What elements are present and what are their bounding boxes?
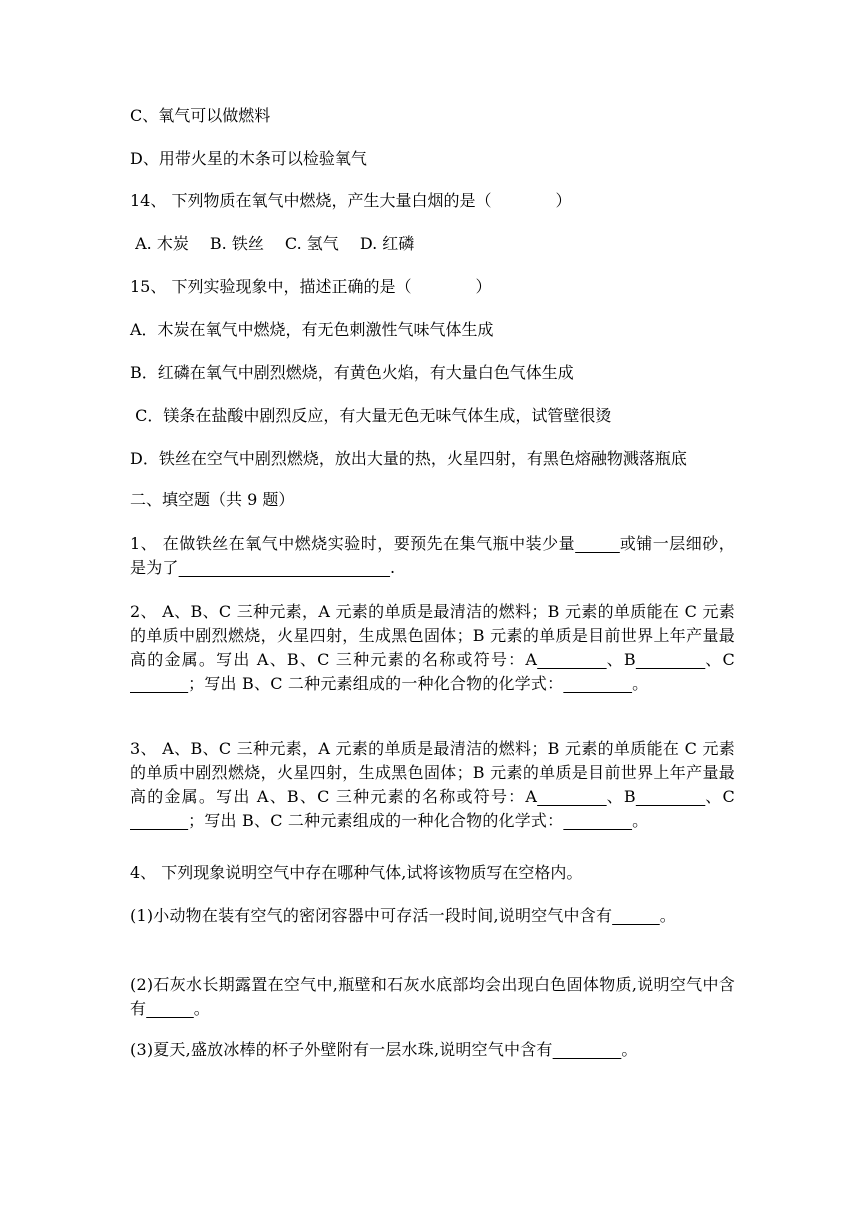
q15-option-c: C．镁条在盐酸中剧烈反应，有大量无色无味气体生成，试管壁很烫 xyxy=(130,406,612,425)
section-title: 二、填空题（共 9 题） xyxy=(130,490,295,509)
fill-question-3: 3、 A、B、C 三种元素，A 元素的单质是最清洁的燃料；B 元素的单质能在 C 元素的单质中剧烈燃烧，火星四射，生成黑色固体；B 元素的单质是目前世界上年产量最高的金属。写出 A、B、C 三种元素的名称或符号：A 、B 、C ；写出 B、C 二种元素组成的一种化合物的化学式： 。 xyxy=(130,739,735,830)
answer-blank-formula[interactable] xyxy=(563,674,632,693)
fill-question-4-sub2: (2)石灰水长期露置在空气中,瓶壁和石灰水底部均会出现白色固体物质,说明空气中含有 。 xyxy=(130,975,735,1018)
answer-blank-c[interactable] xyxy=(130,811,188,830)
fill-question-1: 1、 在做铁丝在氧气中燃烧实验时，要预先在集气瓶中装少量 或铺一层细砂，是为了 . xyxy=(130,534,735,577)
q15-stem: 15、 下列实验现象中，描述正确的是（ ） xyxy=(130,277,492,296)
fill-question-4-stem: 4、 下列现象说明空气中存在哪种气体,试将该物质写在空格内。 xyxy=(130,863,583,882)
q14-stem: 14、 下列物质在氧气中燃烧，产生大量白烟的是（ ） xyxy=(130,191,572,210)
fill-question-2: 2、 A、B、C 三种元素，A 元素的单质是最清洁的燃料；B 元素的单质能在 C 元素的单质中剧烈燃烧，火星四射，生成黑色固体；B 元素的单质是目前世界上年产量最高的金属。写出 A、B、C 三种元素的名称或符号：A 、B 、C ；写出 B、C 二种元素组成的一种化合物的化学式： 。 xyxy=(130,602,735,693)
answer-blank-b[interactable] xyxy=(636,650,705,669)
answer-blank[interactable] xyxy=(612,906,660,925)
answer-blank-a[interactable] xyxy=(537,650,606,669)
q15-option-d: D．铁丝在空气中剧烈燃烧，放出大量的热，火星四射，有黑色熔融物溅落瓶底 xyxy=(130,449,687,468)
q15-option-a: A．木炭在氧气中燃烧，有无色刺激性气味气体生成 xyxy=(130,320,494,339)
q13-option-d: D、用带火星的木条可以检验氧气 xyxy=(130,149,367,168)
answer-blank-b[interactable] xyxy=(636,787,705,806)
answer-blank-formula[interactable] xyxy=(563,811,632,830)
answer-blank[interactable] xyxy=(553,1040,622,1059)
q15-option-b: B．红磷在氧气中剧烈燃烧，有黄色火焰，有大量白色气体生成 xyxy=(130,363,574,382)
q14-options: A. 木炭 B. 铁丝 C. 氢气 D. 红磷 xyxy=(130,234,415,253)
answer-blank-c[interactable] xyxy=(130,674,188,693)
answer-blank[interactable] xyxy=(146,999,194,1018)
answer-blank[interactable] xyxy=(179,558,390,577)
fill-question-4-sub3: (3)夏天,盛放冰棒的杯子外壁附有一层水珠,说明空气中含有 。 xyxy=(130,1040,638,1059)
fill-question-4-sub1: (1)小动物在装有空气的密闭容器中可存活一段时间,说明空气中含有 。 xyxy=(130,906,676,925)
q13-option-c: C、氧气可以做燃料 xyxy=(130,106,271,125)
answer-blank[interactable] xyxy=(575,534,620,553)
answer-blank-a[interactable] xyxy=(537,787,606,806)
